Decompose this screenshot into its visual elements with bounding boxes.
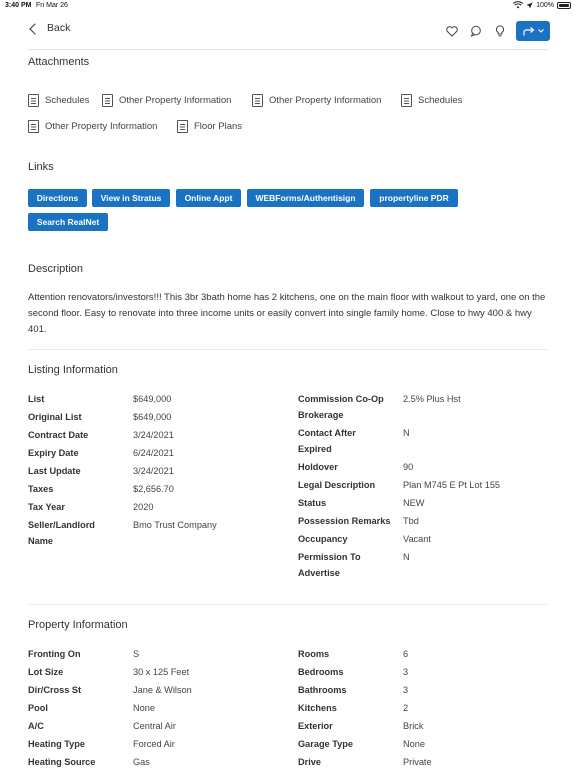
property-label: A/C <box>28 721 44 731</box>
listing-label: Contract Date <box>28 430 89 440</box>
listing-label: Legal Description <box>298 480 376 490</box>
status-right <box>513 1 571 9</box>
property-label: Garage Type <box>298 739 353 749</box>
listing-value: Bmo Trust Company <box>133 520 217 530</box>
property-label: Fronting On <box>28 649 81 659</box>
listing-label: Seller/Landlord Name <box>28 520 95 546</box>
location-arrow-icon <box>526 2 533 9</box>
attachment-item[interactable] <box>401 94 462 107</box>
listing-value: Tbd <box>403 516 419 526</box>
property-label: Kitchens <box>298 703 337 713</box>
links-title: Links <box>28 161 54 173</box>
attachment-label: Other Property Information <box>45 121 158 132</box>
listing-label: Original List <box>28 412 82 422</box>
listing-value: 2020 <box>133 502 154 512</box>
property-value: 3 <box>403 667 409 677</box>
property-label: Pool <box>28 703 48 713</box>
listing-label: List <box>28 394 45 404</box>
attachment-label: Other Property Information <box>119 95 232 106</box>
listing-value: N <box>403 428 410 438</box>
document-icon <box>252 94 263 107</box>
description-title: Description <box>28 263 84 275</box>
listing-label: Permission To Advertise <box>298 552 361 578</box>
listing-info-title: Listing Information <box>28 364 118 376</box>
listing-value: 2.5% Plus Hst <box>403 394 461 404</box>
link-online-appt-button[interactable]: Online Appt <box>176 189 241 207</box>
listing-label: Contact After Expired <box>298 428 356 454</box>
link-directions-button[interactable]: Directions <box>28 189 87 207</box>
attachment-label: Schedules <box>418 95 463 106</box>
document-icon <box>102 94 113 107</box>
listing-label: Expiry Date <box>28 448 79 458</box>
listing-label: Tax Year <box>28 502 65 512</box>
attachment-item[interactable] <box>28 94 89 107</box>
property-value: None <box>403 739 425 749</box>
property-value: Private <box>403 757 432 767</box>
property-value: Forced Air <box>133 739 175 749</box>
attachment-label: Schedules <box>45 95 90 106</box>
property-label: Heating Type <box>28 739 86 749</box>
chevron-down-icon <box>538 29 544 33</box>
listing-label: Possession Remarks <box>298 516 391 526</box>
listing-label: Status <box>298 498 327 508</box>
link-webforms-button[interactable]: WEBForms/Authentisign <box>247 189 364 207</box>
attachment-item[interactable] <box>252 94 381 107</box>
listing-label: Taxes <box>28 484 54 494</box>
link-search-realnet-button[interactable]: Search RealNet <box>28 213 108 231</box>
property-label: Bathrooms <box>298 685 347 695</box>
listing-value: $649,000 <box>133 394 172 404</box>
property-label: Heating Source <box>28 757 96 767</box>
attachments-title: Attachments <box>28 56 90 68</box>
header-divider <box>28 49 548 50</box>
battery-icon <box>557 2 571 9</box>
listing-value: NEW <box>403 498 425 508</box>
listing-label: Occupancy <box>298 534 348 544</box>
property-value: 30 x 125 Feet <box>133 667 190 677</box>
toolbar-actions <box>440 20 550 42</box>
property-label: Bedrooms <box>298 667 344 677</box>
document-icon <box>28 120 39 133</box>
listing-label: Last Update <box>28 466 81 476</box>
property-value: Jane & Wilson <box>133 685 192 695</box>
property-label: Lot Size <box>28 667 64 677</box>
attachment-label: Floor Plans <box>194 121 243 132</box>
share-button[interactable] <box>516 21 550 41</box>
section-divider <box>28 349 548 350</box>
property-label: Rooms <box>298 649 330 659</box>
listing-value: 6/24/2021 <box>133 448 174 458</box>
heart-icon[interactable] <box>440 20 464 42</box>
listing-value: $2,656.70 <box>133 484 174 494</box>
attachment-label: Other Property Information <box>269 95 382 106</box>
property-value: Brick <box>403 721 424 731</box>
wifi-icon <box>513 1 523 9</box>
share-arrow-icon <box>523 27 535 36</box>
property-value: 6 <box>403 649 409 659</box>
chevron-left-icon <box>29 23 40 34</box>
lightbulb-icon[interactable] <box>488 20 512 42</box>
listing-value: 3/24/2021 <box>133 430 174 440</box>
listing-value: Vacant <box>403 534 431 544</box>
document-icon <box>177 120 188 133</box>
status-date: Fri Mar 26 <box>36 2 68 9</box>
listing-value: $649,000 <box>133 412 172 422</box>
attachment-item[interactable] <box>28 120 157 133</box>
top-nav-bar <box>0 12 576 50</box>
link-propertyline-button[interactable]: propertyline PDR <box>370 189 458 207</box>
status-time: 3:40 PM <box>5 2 32 9</box>
section-divider <box>28 604 548 605</box>
listing-label: Holdover <box>298 462 338 472</box>
attachment-item[interactable] <box>102 94 231 107</box>
property-info-title: Property Information <box>28 619 128 631</box>
back-button[interactable] <box>31 22 70 34</box>
status-bar <box>0 0 576 12</box>
attachment-item[interactable] <box>177 120 242 133</box>
chat-bubble-icon[interactable] <box>464 20 488 42</box>
property-value: S <box>133 649 140 659</box>
property-value: Central Air <box>133 721 176 731</box>
listing-value: 90 <box>403 462 414 472</box>
property-value: None <box>133 703 155 713</box>
link-view-in-stratus-button[interactable]: View in Stratus <box>92 189 170 207</box>
battery-percent: 100% <box>536 1 554 9</box>
back-label: Back <box>47 22 71 34</box>
listing-value: Plan M745 E Pt Lot 155 <box>403 480 501 490</box>
description-text: Attention renovators/investors!!! This 3br 3bath home has 2 kitchens, one on the main floor with walkout to yard, one on the second floor. Easy to renovate into three income units or easily convert into single family home. Close to hwy 400 & hwy 401. <box>28 292 546 335</box>
document-icon <box>401 94 412 107</box>
listing-value: N <box>403 552 410 562</box>
property-value: 2 <box>403 703 409 713</box>
document-icon <box>28 94 39 107</box>
property-value: 3 <box>403 685 409 695</box>
listing-label: Commission Co-Op Brokerage <box>298 394 384 420</box>
property-label: Exterior <box>298 721 333 731</box>
listing-value: 3/24/2021 <box>133 466 174 476</box>
property-value: Gas <box>133 757 150 767</box>
property-label: Drive <box>298 757 321 767</box>
property-label: Dir/Cross St <box>28 685 82 695</box>
